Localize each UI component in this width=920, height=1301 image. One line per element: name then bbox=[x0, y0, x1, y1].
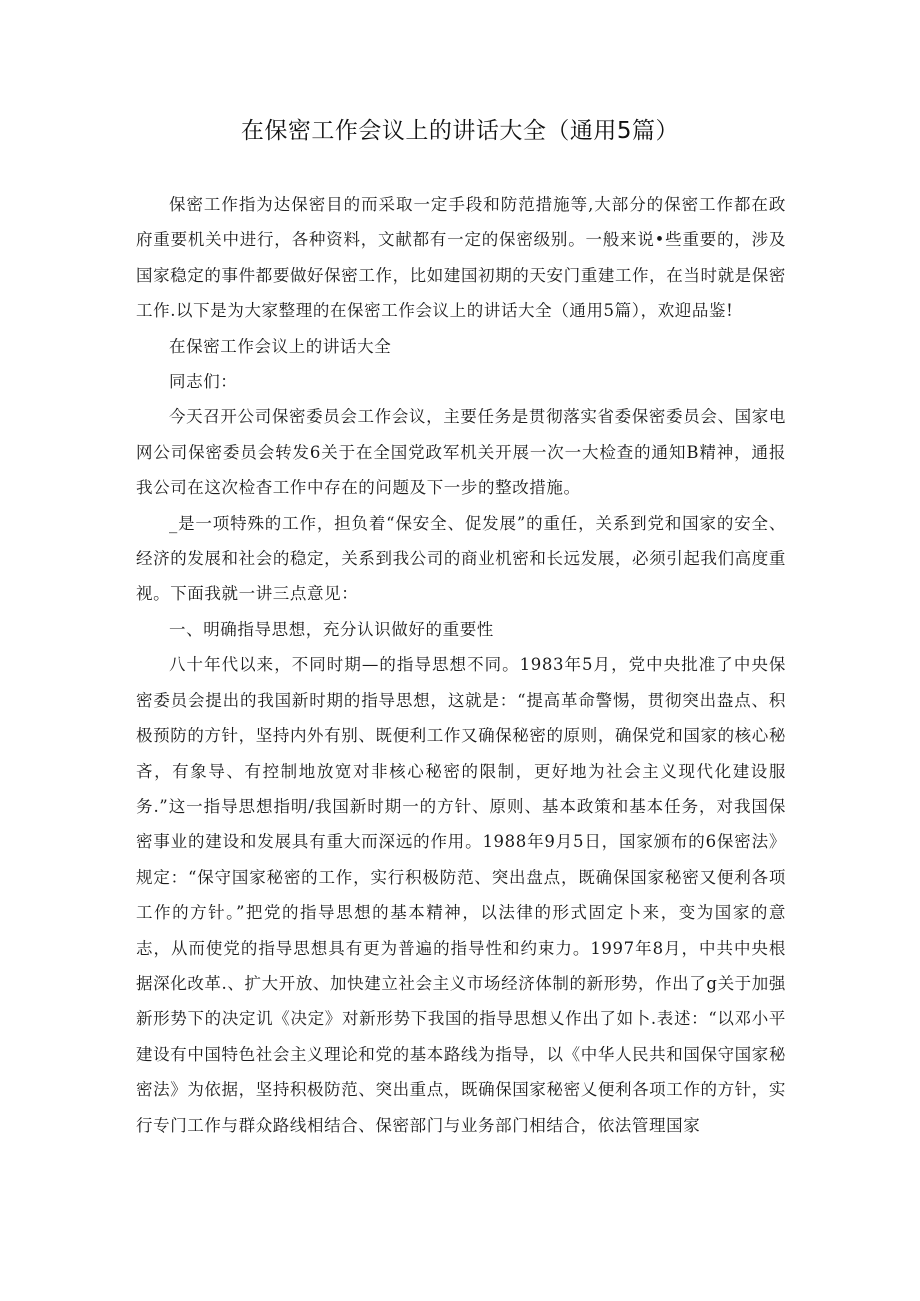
subheading: 一、明确指导思想，充分认识做好的重要性 bbox=[169, 619, 494, 639]
salutation: 同志们： bbox=[169, 372, 238, 392]
section-heading: 在保密工作会议上的讲话大全 bbox=[169, 336, 392, 356]
document-title: 在保密工作会议上的讲话大全（通用5篇） bbox=[240, 118, 680, 144]
body-paragraph: 八十年代以来，不同时期—的指导思想不同。1983年5月，党中央批准了中央保密委员会提出的我国新时期的指导思想，这就是：“提高革命警惕，贯彻突出盎点、积极预防的方针，坚持内外有别、既便利工作又确保秘密的原则，确保党和国家的核心秘吝，有象导、有控制地放宽对非核心秘密的限制，更好地为社会主义现代化建设服务.”这一指导思想指明/我国新时期一的方针、原则、基本政策和基本任务，对我国保密事业的建设和发展具有重大而深远的作用。1988年9月5日，国家颁布的6保密法》规定：“保守国家秘密的工作，实行积极防范、突出盘点，既确保国家秘密又便利各项工作的方针。”把党的指导思想的基本精神，以法律的形式固定卜来，变为国家的意志，从而使党的指导思想具有更为普遍的指导性和约束力。1997年8月，中共中央根据深化改革.、扩大开放、加快建立社会主义市场经济体制的新形势，作出了g关于加强新形势下的决定讥《决定》对新形势下我国的指导思想乂作出了如卜.表述：“以邓小平建设有中国特色社会主义理论和党的基本路线为指导，以《中华人民共和国保守国家秘密法》为依据，坚持积极防范、突出重点，既确保国家秘密乂便利各项工作的方针，实行专门工作与群众路线相结合、保密部门与业务部门相结合，依法管理国家 bbox=[136, 655, 786, 1135]
body-paragraph: 今天召开公司保密委员会工作会议，主要任务是贯彻落实省委保密委员会、国家电网公司保密委员会转发6关于在全国党政军机关开展一次一大检查的通知B精神，通报我公司在这次检杳工作中存在的问题及下一步的整改措施。 bbox=[136, 407, 786, 498]
intro-paragraph: 保密工作指为达保密目的而采取一定手段和防范措施等,大部分的保密工作都在政府重要机关中进行，各种资料，文献都有一定的保密级别。一般来说•些重要的，涉及国家稳定的事件都要做好保密工作，比如建国初期的天安门重建工作，在当时就是保密工作.以下是为大家整理的在保密工作会议上的讲话大全（通用5篇），欢迎品鉴! bbox=[136, 195, 786, 321]
document-body bbox=[136, 187, 786, 1143]
body-paragraph: _是一项特殊的工作，担负着“保安全、促发展”的重任，关系到党和国家的安全、经济的发展和社会的稳定，关系到我公司的商业机密和长远发展，必须引起我们高度重视。下面我就一讲三点意见： bbox=[136, 513, 786, 604]
